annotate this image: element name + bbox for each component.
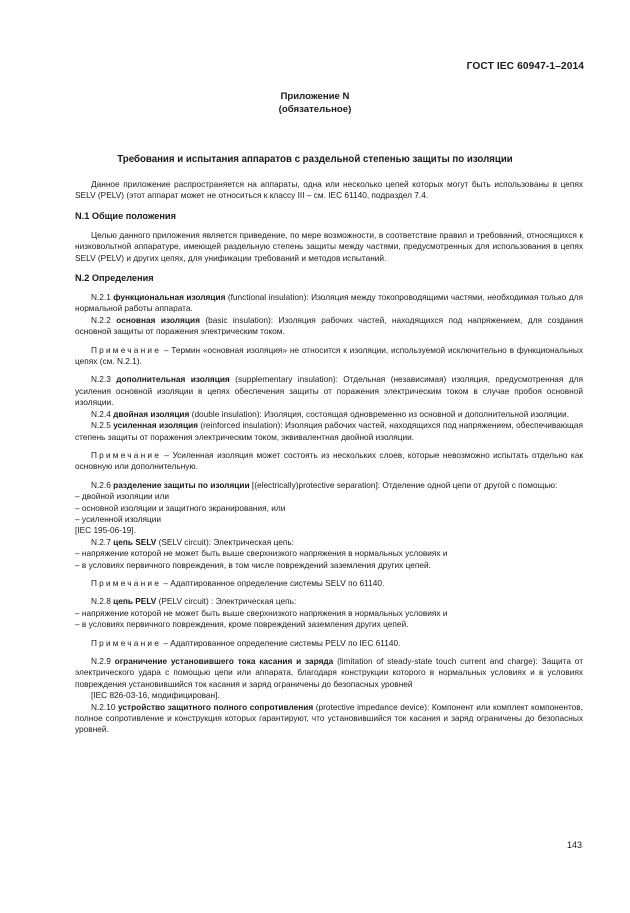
definition-n2-6 [75,480,583,491]
definition-text: (double insulation): Изоляция, состоящая одновременно из основной и дополнительной изоляции. [189,408,569,419]
list-item: – усиленной изоляции [75,513,162,524]
note-text: – Термин «основная изоляция» не относится к изоляции, используемой исключительно в функциональных цепях (см. N.2.1). [75,344,583,367]
list-item: – в условиях первичного повреждения, кроме повреждений заземления других цепей. [75,619,409,630]
definition-number: N.2.10 [91,701,119,712]
appendix-title: Приложение N [280,91,350,102]
definition-number: N.2.5 [91,420,114,431]
definition-text: (limitation of steady-state touch current and charge): Защита от электрического удара с помощью цепи или аппарата, благодаря конструкции которого в нормальных условиях и в условиях повреждения установившийся ток касания и заряд ограничены до безопасных уровней [75,656,584,689]
section-heading-n1 [75,211,583,222]
definition-text: (protective impedance device): Компонент или комплект компонентов, полное сопротивление и конструкция которых гарантируют, что установившийся ток касания и заряд ограничены до безопасных уровней. [75,701,583,735]
definition-term: разделение защиты по изоляции [113,479,250,490]
reference: [IEC 195-06-19]. [75,525,136,536]
note-text: – Адаптированное определение системы PELV по IEC 61140. [161,637,401,648]
list-item: – напряжение которой не может быть выше сверхнизкого напряжения в нормальных условиях и [75,548,448,559]
list-item: – двойной изоляции или [75,491,170,502]
definition-term: дополнительная изоляция [116,374,230,385]
note-1 [75,345,583,368]
definition-n2-3 [75,374,583,408]
note-text: – Адаптированное определение системы SELV по 61140. [161,577,385,588]
document-body [75,179,583,736]
definition-term: ограничение установившего тока касания и заряда [114,656,334,666]
definition-number: N.2.7 [91,536,114,547]
note-label: Примечание [91,637,162,648]
definition-text: (reinforced insulation): Изоляция рабочих частей, находящихся под напряжением, обеспечивающая степень защиты от поражения электрическим током, эквивалентная двойной изоляции. [75,420,583,442]
definition-term: усиленная изоляция [113,420,199,431]
definition-term: двойная изоляция [113,408,190,419]
definition-number: N.2.3 [91,374,117,385]
section-n1-paragraph: Целью данного приложения является приведение, по мере возможности, в соответствие правил и требований, относящихся к низковольтной аппаратуре, имеющей раздельную степень защиты между частями, предусмотренных для использования в цепях SELV (PELV) и других цепях, для унификации требований и методов испытаний. [75,229,583,263]
definition-term: цепь PELV [113,596,157,607]
appendix-heading [0,90,630,116]
note-label: Примечание [91,344,162,355]
note-label: Примечание [91,577,162,588]
definition-number: N.2.8 [91,596,114,607]
definition-term: функциональная изоляция [113,292,226,303]
definition-number: N.2.6 [91,479,114,490]
note-3 [75,578,583,589]
page-number: 143 [566,840,582,850]
note-label: Примечание [91,449,162,460]
definition-number: N.2.4 [91,408,114,419]
section-heading-n2 [75,273,583,284]
list-item: – напряжение которой не может быть выше сверхнизкого напряжения в нормальных условиях и [75,607,448,618]
definition-term: основная изоляция [116,314,200,325]
section-heading-text: N.1 Общие положения [75,210,176,221]
note-4 [75,638,583,649]
definition-number: N.2.9 [91,656,115,666]
definition-n2-9 [75,656,583,690]
definition-text: [(electrically)protective separation]: Отделение одной цепи от другой с помощью: [249,479,558,490]
intro-paragraph: Данное приложение распространяется на аппараты, одна или несколько цепей которых могут быть использованы в цепях SELV (PELV) (этот аппарат может не относиться к классу III – см. IEC 61140, подраздел 7.4. [75,179,583,201]
definition-number: N.2.1 [91,292,114,303]
definition-text: (supplementary insulation): Отдельная (независимая) изоляция, предусмотренная для усиления основной изоляции в цепях обеспечения защиты от поражения электрическим током в случае пробоя основной изоляции. [75,374,583,408]
definition-n2-4 [75,409,583,420]
definition-term: цепь SELV [113,536,157,547]
section-heading-text: N.2 Определения [75,273,154,284]
definition-text: (PELV circuit) : Электрическая цепь: [156,596,297,607]
note-2 [75,450,583,473]
definition-n2-1 [75,292,583,315]
note-text: – Усиленная изоляция может состоять из нескольких слоев, которые невозможно испытать отдельно как основную или дополнительную. [75,449,583,472]
appendix-status: (обязательное) [278,104,352,115]
list-item: – в условиях первичного повреждения, в том числе повреждений заземления других цепей. [75,559,431,570]
definition-text: (basic insulation): Изоляция рабочих частей, находящихся под напряжением, для создания основной защиты от поражения электрическим током. [75,314,584,337]
definition-n2-2 [75,315,583,338]
definition-n2-5 [75,420,583,443]
reference: [IEC 826-03-16, модифицирован]. [91,690,220,701]
standard-number: ГОСТ IEC 60947-1–2014 [466,61,584,72]
definition-text: (functional insulation): Изоляция между токопроводящими частями, необходимая только для нормальной работы аппарата. [75,292,584,314]
definition-text: (SELV circuit): Электрическая цепь: [156,536,294,547]
definition-n2-10 [75,702,583,736]
definition-n2-8 [75,596,583,607]
definition-n2-7 [75,537,583,548]
document-title: Требования и испытания аппаратов с раздельной степенью защиты по изоляции [117,154,513,165]
list-item: – основной изоляции и защитного экранирования, или [75,502,286,513]
definition-number: N.2.2 [91,314,117,325]
definition-term: устройство защитного полного сопротивления [118,701,314,712]
